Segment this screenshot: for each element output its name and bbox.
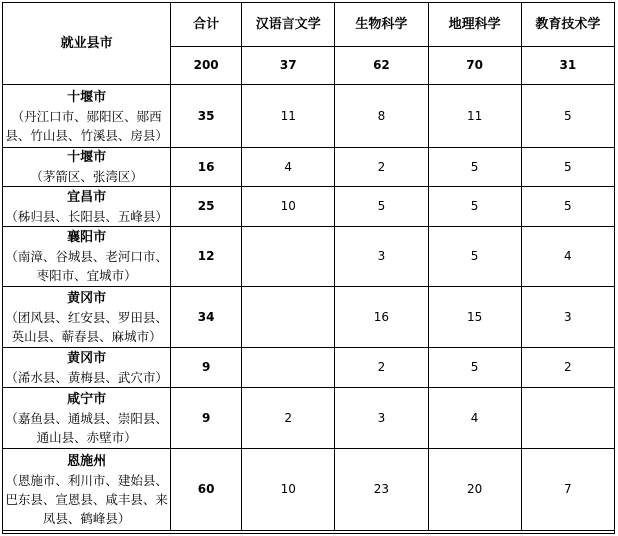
subtotal-biology: 62 bbox=[335, 47, 428, 85]
cell-education-tech: 4 bbox=[521, 227, 614, 287]
subtotal-chinese-literature: 37 bbox=[242, 47, 335, 85]
cell-biology: 8 bbox=[335, 85, 428, 148]
column-header-total: 合计 bbox=[171, 3, 242, 47]
row-total: 12 bbox=[171, 227, 242, 287]
cell-geography: 15 bbox=[428, 287, 521, 348]
area-list: （恩施市、利川市、建始县、巴东县、宣恩县、咸丰县、来凤县、鹤峰县） bbox=[5, 472, 168, 526]
column-header-chinese-literature: 汉语言文学 bbox=[242, 3, 335, 47]
row-total: 9 bbox=[171, 388, 242, 449]
row-total: 60 bbox=[171, 449, 242, 531]
cell-geography: 11 bbox=[428, 85, 521, 148]
region-cell bbox=[3, 187, 171, 227]
column-header-education-tech: 教育技术学 bbox=[521, 3, 614, 47]
row-total: 9 bbox=[171, 348, 242, 388]
cell-biology: 2 bbox=[335, 348, 428, 388]
region-cell bbox=[3, 227, 171, 287]
city-name: 黄冈市 bbox=[67, 350, 107, 366]
table-row bbox=[3, 449, 615, 531]
table-row bbox=[3, 187, 615, 227]
cell-education-tech bbox=[521, 388, 614, 449]
row-total: 34 bbox=[171, 287, 242, 348]
area-list: （茅箭区、张湾区） bbox=[30, 169, 143, 184]
cell-chinese-literature: 10 bbox=[242, 449, 335, 531]
cell-chinese-literature bbox=[242, 287, 335, 348]
city-name: 襄阳市 bbox=[67, 230, 107, 245]
cell-education-tech: 2 bbox=[521, 348, 614, 388]
cell-geography: 5 bbox=[428, 187, 521, 227]
row-total: 25 bbox=[171, 187, 242, 227]
cell-biology: 23 bbox=[335, 449, 428, 531]
cell-chinese-literature bbox=[242, 227, 335, 287]
region-cell bbox=[3, 348, 171, 388]
city-name: 恩施州 bbox=[67, 453, 107, 469]
cell-biology: 3 bbox=[335, 227, 428, 287]
employment-county-table bbox=[2, 2, 615, 531]
cell-geography: 5 bbox=[428, 348, 521, 388]
grand-total: 200 bbox=[171, 47, 242, 85]
area-list: （秭归县、长阳县、五峰县） bbox=[5, 208, 168, 224]
row-total: 16 bbox=[171, 148, 242, 187]
region-cell bbox=[3, 449, 171, 531]
table-row bbox=[3, 287, 615, 348]
area-list: （南漳、谷城县、老河口市、枣阳市、宜城市） bbox=[5, 249, 168, 283]
column-header-biology: 生物科学 bbox=[335, 3, 428, 47]
cell-chinese-literature: 11 bbox=[242, 85, 335, 148]
cell-geography: 5 bbox=[428, 148, 521, 187]
cell-geography: 4 bbox=[428, 388, 521, 449]
city-name: 十堰市 bbox=[67, 89, 107, 105]
area-list: （丹江口市、郧阳区、郧西县、竹山县、竹溪县、房县） bbox=[5, 108, 168, 143]
county-column-header: 就业县市 bbox=[3, 3, 171, 85]
table-row bbox=[3, 148, 615, 187]
region-cell bbox=[3, 388, 171, 449]
area-list: （浠水县、黄梅县、武穴市） bbox=[5, 369, 168, 385]
enrollment-table-frame bbox=[2, 2, 615, 534]
region-cell bbox=[3, 148, 171, 187]
cell-geography: 5 bbox=[428, 227, 521, 287]
area-list: （团风县、红安县、罗田县、英山县、蕲春县、麻城市） bbox=[5, 309, 168, 344]
region-cell bbox=[3, 287, 171, 348]
cell-education-tech: 3 bbox=[521, 287, 614, 348]
city-name: 咸宁市 bbox=[67, 391, 107, 407]
cell-chinese-literature: 2 bbox=[242, 388, 335, 449]
cell-geography: 20 bbox=[428, 449, 521, 531]
table-row bbox=[3, 348, 615, 388]
cell-education-tech: 5 bbox=[521, 187, 614, 227]
subtotal-education-tech: 31 bbox=[521, 47, 614, 85]
cell-chinese-literature: 4 bbox=[242, 148, 335, 187]
header-row-columns bbox=[3, 3, 615, 47]
region-cell bbox=[3, 85, 171, 148]
city-name: 宜昌市 bbox=[67, 189, 107, 205]
cell-education-tech: 7 bbox=[521, 449, 614, 531]
cell-education-tech: 5 bbox=[521, 148, 614, 187]
row-total: 35 bbox=[171, 85, 242, 148]
cell-biology: 3 bbox=[335, 388, 428, 449]
column-header-geography: 地理科学 bbox=[428, 3, 521, 47]
cell-biology: 2 bbox=[335, 148, 428, 187]
cell-biology: 5 bbox=[335, 187, 428, 227]
table-row bbox=[3, 85, 615, 148]
area-list: （嘉鱼县、通城县、崇阳县、通山县、赤壁市） bbox=[5, 410, 168, 445]
city-name: 十堰市 bbox=[67, 150, 107, 165]
subtotal-geography: 70 bbox=[428, 47, 521, 85]
table-row bbox=[3, 227, 615, 287]
cell-chinese-literature bbox=[242, 348, 335, 388]
cell-biology: 16 bbox=[335, 287, 428, 348]
city-name: 黄冈市 bbox=[67, 290, 107, 306]
table-row bbox=[3, 388, 615, 449]
cell-chinese-literature: 10 bbox=[242, 187, 335, 227]
cell-education-tech: 5 bbox=[521, 85, 614, 148]
